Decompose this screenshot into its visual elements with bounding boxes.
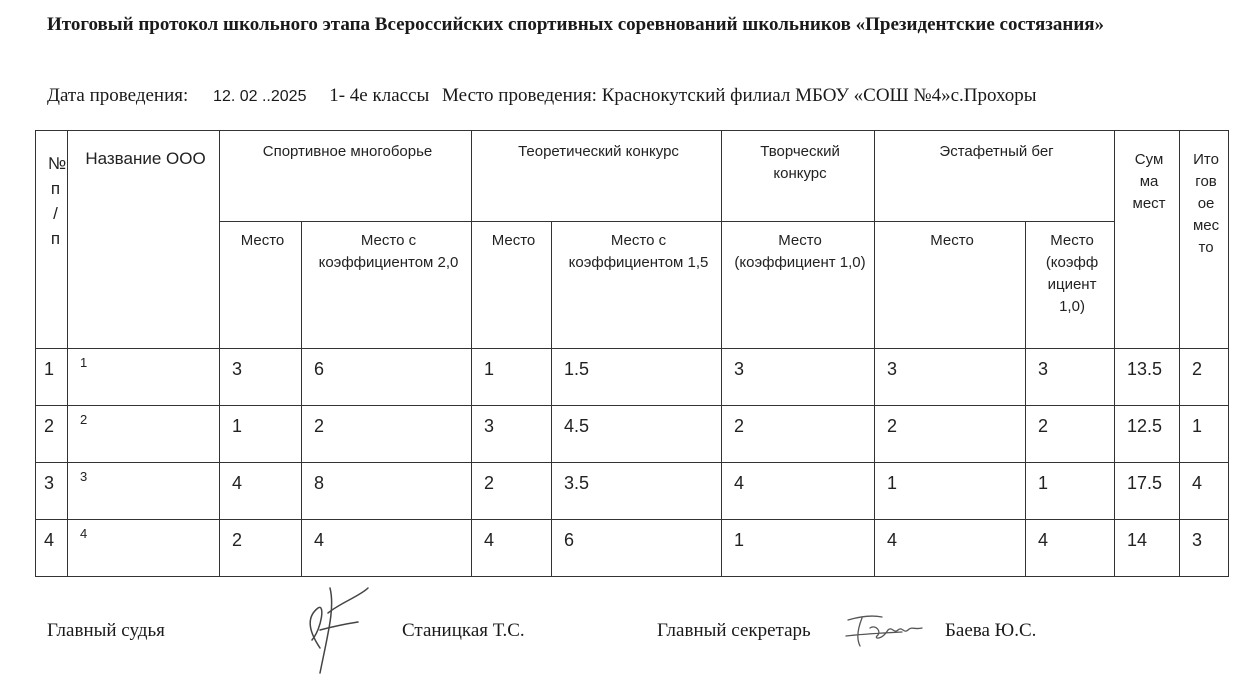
subheader-sport-place: Место	[220, 222, 302, 349]
cell-theory-coef: 6	[552, 520, 722, 577]
cell-sport-coef: 4	[302, 520, 472, 577]
cell-sport-place: 1	[220, 406, 302, 463]
subheader-creative-coef: Место (коэффициент 1,0)	[722, 222, 875, 349]
document-title: Итоговый протокол школьного этапа Всероссийских спортивных соревнований школьников «Президентские состязания»	[47, 14, 1105, 35]
cell-final: 4	[1180, 463, 1229, 520]
cell-name: 4	[68, 520, 220, 577]
place-label: Место проведения:	[442, 85, 597, 106]
header-sum: Сум ма мест	[1115, 131, 1180, 349]
table-row	[36, 406, 1229, 463]
cell-relay-place: 1	[875, 463, 1026, 520]
cell-sum: 13.5	[1115, 349, 1180, 406]
cell-final: 2	[1180, 349, 1229, 406]
header-name: Название ООО	[68, 131, 220, 349]
subheader-theory-place: Место	[472, 222, 552, 349]
cell-relay-coef: 2	[1026, 406, 1115, 463]
table-row	[36, 463, 1229, 520]
cell-theory-coef: 1.5	[552, 349, 722, 406]
cell-num: 3	[36, 463, 68, 520]
cell-sport-coef: 8	[302, 463, 472, 520]
table-row	[36, 520, 1229, 577]
cell-theory-coef: 4.5	[552, 406, 722, 463]
header-sport: Спортивное многоборье	[220, 131, 472, 222]
cell-relay-coef: 4	[1026, 520, 1115, 577]
subheader-relay-coef: Место (коэфф ициент 1,0)	[1026, 222, 1115, 349]
cell-theory-place: 2	[472, 463, 552, 520]
cell-theory-place: 4	[472, 520, 552, 577]
cell-sport-coef: 2	[302, 406, 472, 463]
cell-theory-coef: 3.5	[552, 463, 722, 520]
cell-relay-place: 4	[875, 520, 1026, 577]
event-info	[47, 85, 1037, 107]
judge-signature	[290, 578, 380, 678]
cell-relay-coef: 1	[1026, 463, 1115, 520]
cell-num: 1	[36, 349, 68, 406]
cell-creative: 4	[722, 463, 875, 520]
header-creative: Творческий конкурс	[722, 131, 875, 222]
date-value: 12. 02 ..2025	[213, 88, 307, 105]
cell-creative: 2	[722, 406, 875, 463]
cell-relay-place: 2	[875, 406, 1026, 463]
header-final: Ито гов ое мес то	[1180, 131, 1229, 349]
cell-creative: 1	[722, 520, 875, 577]
cell-name: 1	[68, 349, 220, 406]
cell-name: 2	[68, 406, 220, 463]
header-relay: Эстафетный бег	[875, 131, 1115, 222]
secretary-label: Главный секретарь	[657, 620, 811, 641]
cell-sport-place: 2	[220, 520, 302, 577]
cell-theory-place: 3	[472, 406, 552, 463]
cell-sport-place: 3	[220, 349, 302, 406]
cell-num: 2	[36, 406, 68, 463]
header-num: № п / п	[36, 131, 68, 349]
cell-final: 1	[1180, 406, 1229, 463]
cell-num: 4	[36, 520, 68, 577]
cell-relay-coef: 3	[1026, 349, 1115, 406]
subheader-theory-coef: Место с коэффициентом 1,5	[552, 222, 722, 349]
cell-creative: 3	[722, 349, 875, 406]
cell-sum: 12.5	[1115, 406, 1180, 463]
cell-sport-place: 4	[220, 463, 302, 520]
cell-sport-coef: 6	[302, 349, 472, 406]
subheader-sport-coef: Место с коэффициентом 2,0	[302, 222, 472, 349]
classes: 1- 4е классы	[329, 85, 430, 106]
secretary-signature	[842, 606, 937, 656]
cell-sum: 14	[1115, 520, 1180, 577]
judge-label: Главный судья	[47, 620, 165, 641]
table-row	[36, 349, 1229, 406]
subheader-relay-place: Место	[875, 222, 1026, 349]
cell-relay-place: 3	[875, 349, 1026, 406]
judge-name: Станицкая Т.С.	[402, 620, 525, 641]
cell-theory-place: 1	[472, 349, 552, 406]
secretary-name: Баева Ю.С.	[945, 620, 1037, 641]
cell-sum: 17.5	[1115, 463, 1180, 520]
place-value: Краснокутский филиал МБОУ «СОШ №4»с.Прохоры	[601, 85, 1037, 106]
date-label: Дата проведения:	[47, 85, 189, 106]
cell-name: 3	[68, 463, 220, 520]
cell-final: 3	[1180, 520, 1229, 577]
header-theory: Теоретический конкурс	[472, 131, 722, 222]
results-table	[35, 130, 1229, 577]
